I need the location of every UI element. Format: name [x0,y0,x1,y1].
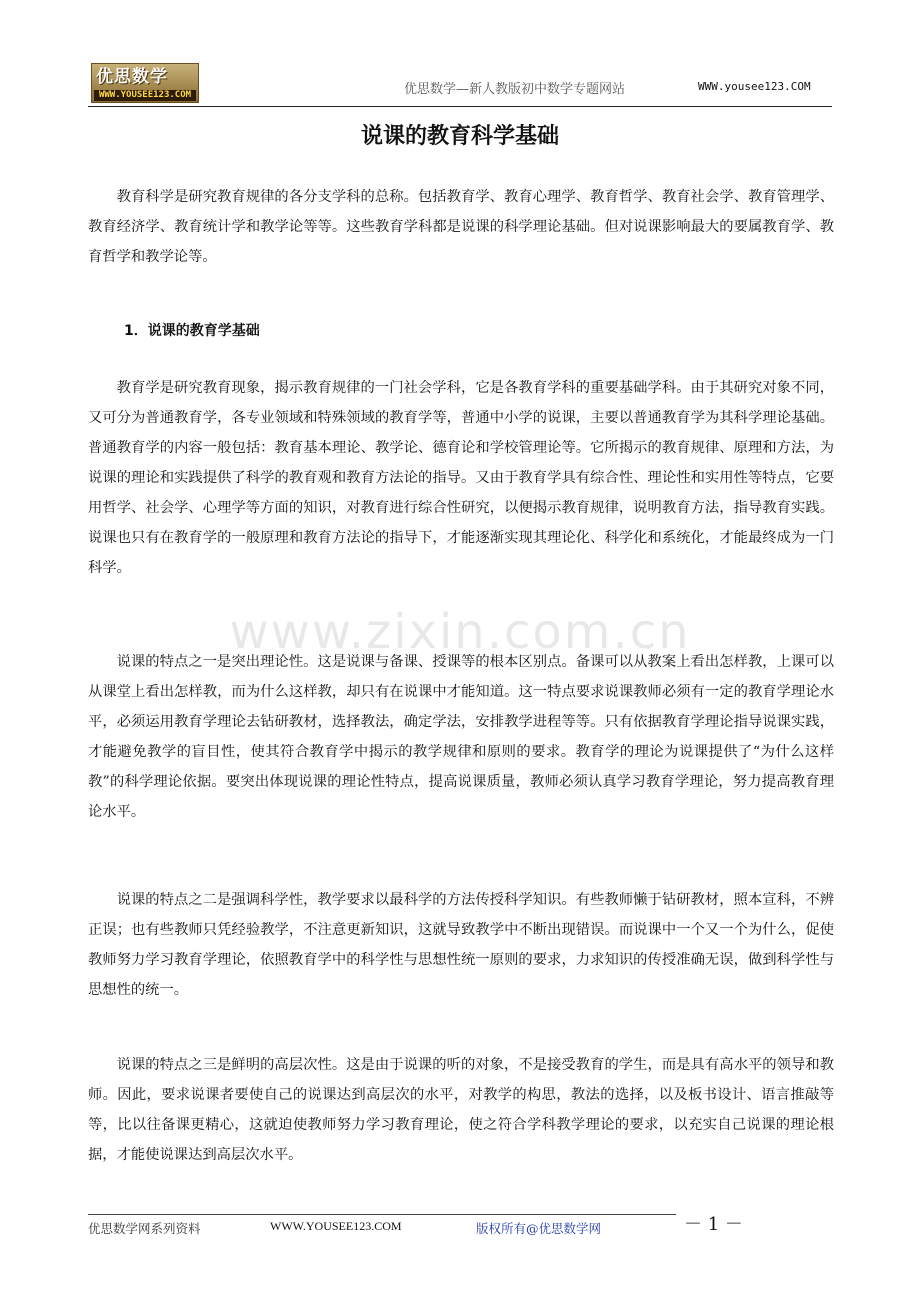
header-site-title: 优思数学—新人教版初中数学专题网站 [404,82,626,97]
footer-divider [88,1214,676,1215]
paragraph-pedagogy: 教育学是研究教育现象，揭示教育规律的一门社会学科，它是各教育学科的重要基础学科。由于其研究对象不同，又可分为普通教育学，各专业领域和特殊领域的教育学等，普通中小学的说课，主要以普通教育学为其科学理论基础。普通教育学的内容一般包括：教育基本理论、教学论、德育论和学校管理论等。它所揭示的教育规律、原理和方法，为说课的理论和实践提供了科学的教育观和教育方法论的指导。又由于教育学具有综合性、理论性和实用性等特点，它要用哲学、社会学、心理学等方面的知识，对教育进行综合性研究，以便揭示教育规律，说明教育方法，指导教育实践。说课也只有在教育学的一般原理和教育方法论的指导下，才能逐渐实现其理论化、科学化和系统化，才能最终成为一门科学。 [88,380,834,576]
document-title: 说课的教育科学基础 [360,124,559,149]
footer-series: 优思数学网系列资料 [88,1221,201,1236]
logo-text: 优思数学 [96,67,168,87]
paragraph-feature-3: 说课的特点之三是鲜明的高层次性。这是由于说课的听的对象，不是接受教育的学生，而是具有高水平的领导和教师。因此，要求说课者要使自己的说课达到高层次的水平，对教学的构思，教法的选择，以及板书设计、语言推敲等等，比以往备课更精心，这就迫使教师努力学习教育理论，使之符合学科教学理论的要求，以充实自己说课的理论根据，才能使说课达到高层次水平。 [88,1057,834,1163]
paragraph-intro: 教育科学是研究教育规律的各分支学科的总称。包括教育学、教育心理学、教育哲学、教育社会学、教育管理学、教育经济学、教育统计学和教学论等等。这些教育学科都是说课的科学理论基础。但对说课影响最大的要属教育学、教育哲学和教学论等。 [88,189,834,265]
page-number: － 1 － [684,1214,743,1235]
paragraph-feature-1: 说课的特点之一是突出理论性。这是说课与备课、授课等的根本区别点。备课可以从教案上看出怎样教，上课可以从课堂上看出怎样教，而为什么这样教，却只有在说课中才能知道。这一特点要求说课教师必须有一定的教育学理论水平，必须运用教育学理论去钻研教材，选择教法，确定学法，安排教学进程等等。只有依据教育学理论指导说课实践，才能避免教学的盲目性，使其符合教育学中揭示的教学规律和原则的要求。教育学的理论为说课提供了“为什么这样教”的科学理论依据。要突出体现说课的理论性特点，提高说课质量，教师必须认真学习教育学理论，努力提高教育理论水平。 [88,654,834,820]
section-heading: 1．说课的教育学基础 [124,323,260,339]
page-header [88,60,832,107]
logo-url: WWW.YOUSEE123.COM [94,90,196,101]
footer-url[interactable]: WWW.YOUSEE123.COM [270,1219,402,1233]
site-logo[interactable] [91,63,199,103]
header-site-url: WWW.yousee123.COM [698,80,811,93]
footer-copyright-link[interactable]: 版权所有@优思数学网 [476,1221,602,1236]
paragraph-feature-2: 说课的特点之二是强调科学性，教学要求以最科学的方法传授科学知识。有些教师懒于钻研教材，照本宣科，不辨正误；也有些教师只凭经验教学，不注意更新知识，这就导致教学中不断出现错误。而说课中一个又一个为什么，促使教师努力学习教育学理论，依照教育学中的科学性与思想性统一原则的要求，力求知识的传授准确无误，做到科学性与思想性的统一。 [88,892,834,998]
watermark: www.zixin.com.cn [229,604,691,660]
